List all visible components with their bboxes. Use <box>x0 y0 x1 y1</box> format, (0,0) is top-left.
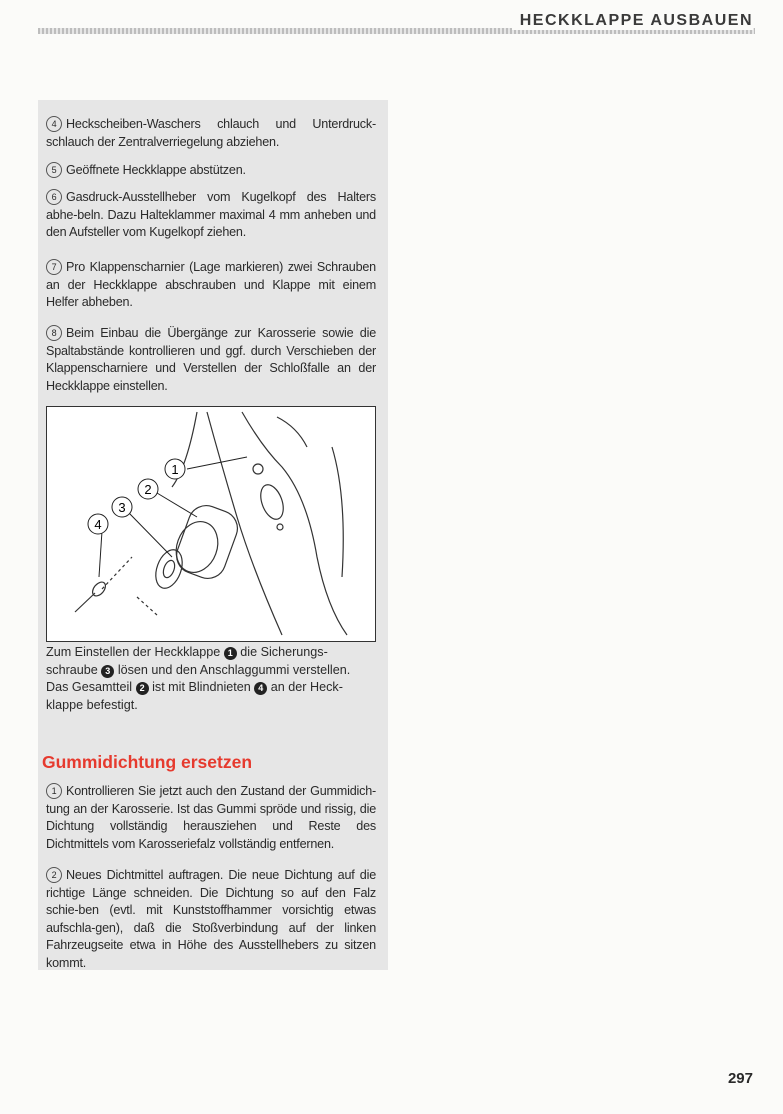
caption-ref-1: 1 <box>224 647 237 660</box>
step-number: 1 <box>46 783 62 799</box>
caption-text: lösen und den Anschlaggummi verstellen. Das Gesamtteil <box>46 662 351 694</box>
hinge-diagram <box>46 406 376 642</box>
step-4 <box>46 116 376 151</box>
caption-ref-4: 4 <box>254 682 267 695</box>
section-step-1 <box>46 783 376 853</box>
step-text: Heckscheiben-Waschers chlauch und Unterdruck-schlauch der Zentralverriegelung abziehen. <box>46 117 376 149</box>
callout-1 <box>165 459 185 479</box>
callout-2-label: 2 <box>144 482 152 497</box>
page-header-title: HECKKLAPPE AUSBAUEN <box>512 12 753 30</box>
callout-3 <box>112 497 132 517</box>
step-8 <box>46 325 376 395</box>
callout-1-label: 1 <box>171 462 179 477</box>
step-number: 2 <box>46 867 62 883</box>
callout-4-label: 4 <box>94 517 102 532</box>
step-number: 8 <box>46 325 62 341</box>
caption-text: die Sicherungs-schraube <box>46 645 328 677</box>
step-text: Geöffnete Heckklappe abstützen. <box>66 163 246 177</box>
step-text: Beim Einbau die Übergänge zur Karosserie sowie die Spaltabstände kontrollieren und ggf. durch Verschieben der Klappenscharniere und Verstellen der Schloßfalle an der Heckklappe einstellen. <box>46 326 376 393</box>
caption-text: ist mit Blindnieten <box>152 680 251 694</box>
step-number: 6 <box>46 189 62 205</box>
step-number: 5 <box>46 162 62 178</box>
step-number: 4 <box>46 116 62 132</box>
section-step-2 <box>46 867 376 972</box>
hinge-diagram-drawing <box>47 407 375 641</box>
step-text: Pro Klappenscharnier (Lage markieren) zwei Schrauben an der Heckklappe abschrauben und Klappe mit einem Helfer abheben. <box>46 260 376 309</box>
step-6 <box>46 189 376 242</box>
caption-text: an der Heck-klappe befestigt. <box>46 680 343 712</box>
callout-2 <box>138 479 158 499</box>
callout-4 <box>88 514 108 534</box>
page-number: 297 <box>727 1070 753 1087</box>
step-5 <box>46 162 376 180</box>
callout-3-label: 3 <box>118 500 126 515</box>
step-7 <box>46 259 376 312</box>
step-text: Kontrollieren Sie jetzt auch den Zustand der Gummidich-tung an der Karosserie. Ist das Gummi spröde und rissig, die Dichtung vollständig herausziehen und Reste des Dichtmittels vom Karosseriefalz vollständig entfernen. <box>46 784 376 851</box>
step-text: Neues Dichtmittel auftragen. Die neue Dichtung auf die richtige Länge schneiden. Die Dichtung so auf den Falz schie-ben (evtl. mit Kunststoffhammer vorsichtig etwas aufschla-gen), daß die Stoßverbindung auf der linken Fahrzeugseite etwa in Höhe des Ausstellhebers zu sitzen kommt. <box>46 868 376 970</box>
section-title: Gummidichtung ersetzen <box>42 752 253 772</box>
figure-caption <box>46 644 372 714</box>
caption-ref-3: 3 <box>101 665 114 678</box>
step-number: 7 <box>46 259 62 275</box>
step-text: Gasdruck-Ausstellheber vom Kugelkopf des Halters abhe-beln. Dazu Halteklammer maximal 4 mm anheben und den Aufsteller vom Kugelkopf ziehen. <box>46 190 376 239</box>
caption-text: Zum Einstellen der Heckklappe <box>46 645 221 659</box>
caption-ref-2: 2 <box>136 682 149 695</box>
